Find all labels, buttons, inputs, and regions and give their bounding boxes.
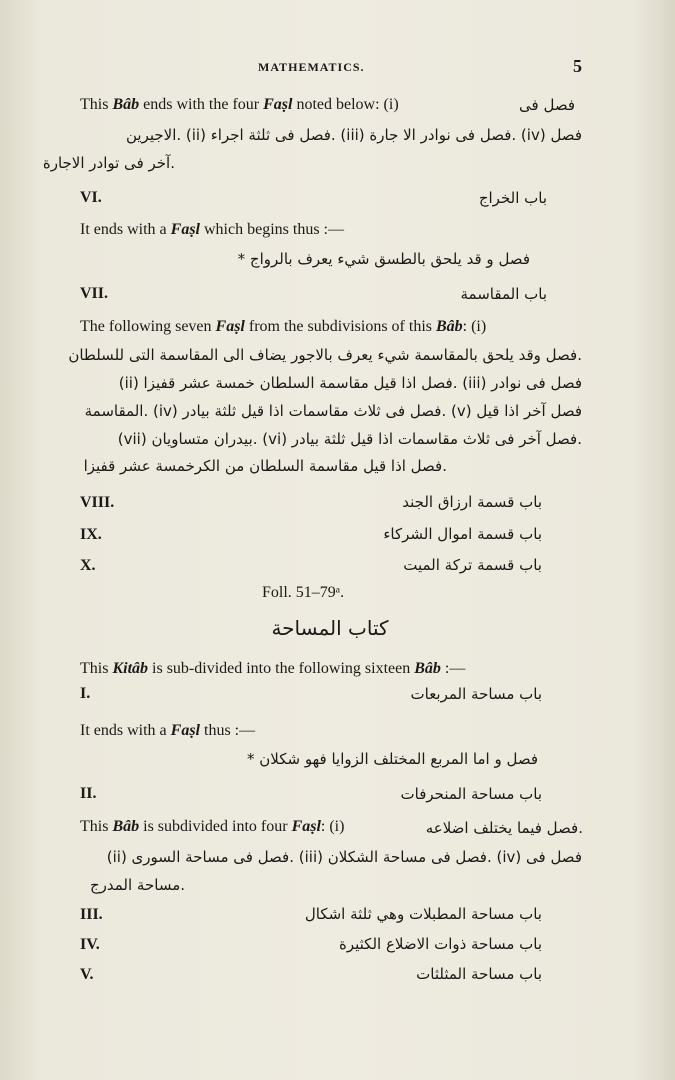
bab-number: VI. xyxy=(80,189,102,206)
arabic-quote: فصل و قد يلحق بالطسق شيء يعرف بالرواج * xyxy=(237,250,530,268)
bab-title: باب قسمة تركة الميت xyxy=(403,556,542,574)
arabic-text: فصل آخر اذا قيل (v) .فصل فى ثلاث مقاسمات اذا قيل ثلثة بيادر (iv) .المقاسمة xyxy=(84,402,582,420)
arabic-quote: فصل و اما المربع المختلف الزوايا فهو شكلان * xyxy=(247,750,538,768)
paragraph-line: This Kitâb is sub-divided into the following sixteen Bâb :— xyxy=(80,660,466,677)
bab-title: باب مساحة المنحرفات xyxy=(400,785,542,803)
bab-title: باب المقاسمة xyxy=(460,285,547,303)
folio-reference: Foll. 51–79ᵃ. xyxy=(262,584,345,601)
paragraph-line: It ends with a Faṣl thus :— xyxy=(80,722,256,739)
arabic-text: .آخر فى توادر الاجارة xyxy=(42,154,175,172)
bab-number: III. xyxy=(80,906,103,923)
arabic-text: .مساحة المدرج xyxy=(89,876,185,894)
bab-number: IV. xyxy=(80,936,100,953)
bab-title: باب الخراج xyxy=(478,189,547,207)
bab-title: باب قسمة اموال الشركاء xyxy=(383,525,542,543)
bab-title: باب مساحة المطبلات وهي ثلثة اشكال xyxy=(304,905,542,923)
arabic-text: فصل فى (iv) .فصل فى مساحة الشكلان (iii) .فصل فى مساحة السورى (ii) xyxy=(106,848,582,866)
bab-title: باب مساحة المربعات xyxy=(410,685,542,703)
bab-number: V. xyxy=(80,966,94,983)
arabic-text: .فصل وقد يلحق بالمقاسمة شيء يعرف بالاجور يضاف الى المقاسمة التى للسلطان xyxy=(68,346,582,364)
arabic-text: .فصل فيما يختلف اضلاعه xyxy=(425,819,583,837)
bab-title: باب مساحة ذوات الاضلاع الكثيرة xyxy=(338,935,542,953)
bab-number: I. xyxy=(80,685,91,702)
bab-title: باب قسمة ارزاق الجند xyxy=(402,493,542,511)
arabic-text: فصل فى نوادر (iii) .فصل اذا قيل مقاسمة السلطان خمسة عشر قفيزا (ii) xyxy=(118,374,582,392)
page-number: 5 xyxy=(573,56,582,76)
arabic-text: فصل (iv) .فصل فى نوادر الا جارة (iii) .فصل فى ثلثة اجراء (ii) .الاجيرين xyxy=(125,126,582,144)
paragraph-line: This Bâb is subdivided into four Faṣl: (i) xyxy=(80,818,345,835)
arabic-text: .فصل آخر فى ثلاث مقاسمات اذا قيل ثلثة بيادر (vi) .بيدران متساويان (vii) xyxy=(117,430,582,448)
arabic-text: فصل فى xyxy=(519,96,575,114)
bab-number: VIII. xyxy=(80,494,115,511)
bab-number: IX. xyxy=(80,526,102,543)
bab-title: باب مساحة المثلثات xyxy=(416,965,542,983)
arabic-text: .فصل اذا قيل مقاسمة السلطان من الكرخمسة عشر قفيزا xyxy=(83,457,447,475)
paragraph-line: It ends with a Faṣl which begins thus :— xyxy=(80,221,344,238)
kitab-heading: كتاب المساحة xyxy=(271,616,389,640)
paragraph-line: This Bâb ends with the four Faṣl noted below: (i) xyxy=(80,96,399,113)
bab-number: II. xyxy=(80,785,97,802)
bab-number: VII. xyxy=(80,285,109,302)
paragraph-line: The following seven Faṣl from the subdivisions of this Bâb: (i) xyxy=(80,318,487,335)
bab-number: X. xyxy=(80,557,96,574)
running-header: MATHEMATICS. xyxy=(258,60,365,74)
